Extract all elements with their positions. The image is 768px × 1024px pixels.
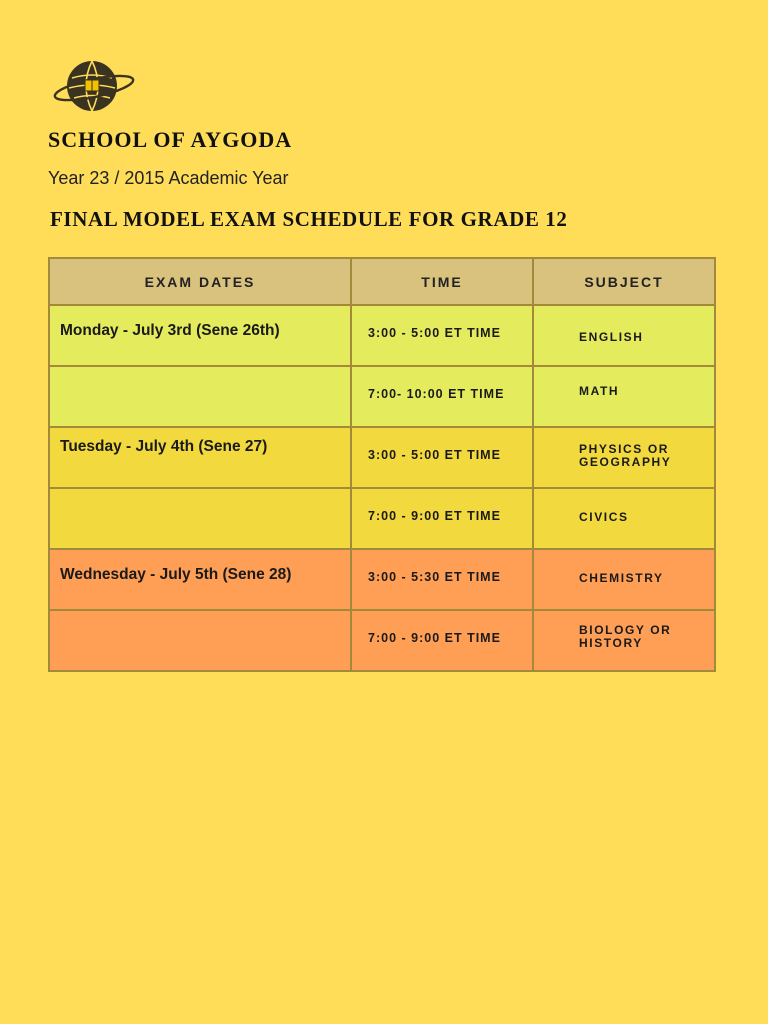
table-row (49, 305, 715, 366)
schedule-title: FINAL MODEL EXAM SCHEDULE FOR GRADE 12 (50, 207, 568, 231)
date-cell (49, 366, 351, 427)
date-cell (49, 305, 351, 366)
subject-text: PHYSICS OR GEOGRAPHY (579, 442, 672, 469)
subject-cell (533, 549, 715, 610)
subject-cell (533, 427, 715, 488)
time-text: 7:00 - 9:00 ET TIME (368, 631, 501, 645)
subject-cell (533, 366, 715, 427)
school-name: SCHOOL OF AYGODA (48, 127, 293, 152)
academic-year: Year 23 / 2015 Academic Year (48, 168, 289, 188)
table-row (49, 488, 715, 549)
header-subject: SUBJECT (533, 258, 715, 305)
subject-text: ENGLISH (579, 330, 644, 344)
table-row (49, 366, 715, 427)
date-text: Monday - July 3rd (Sene 26th) (60, 322, 280, 339)
subject-cell (533, 488, 715, 549)
date-text: Wednesday - July 5th (Sene 28) (60, 566, 292, 583)
subject-text: CHEMISTRY (579, 571, 664, 585)
time-cell (351, 366, 533, 427)
header-time: TIME (351, 258, 533, 305)
subject-text: MATH (579, 384, 620, 398)
date-cell (49, 427, 351, 488)
exam-schedule-table (48, 257, 716, 672)
time-cell (351, 305, 533, 366)
time-cell (351, 549, 533, 610)
date-cell (49, 549, 351, 610)
table-row (49, 610, 715, 671)
table-row (49, 549, 715, 610)
time-text: 7:00 - 9:00 ET TIME (368, 509, 501, 523)
date-cell (49, 610, 351, 671)
date-text (50, 489, 350, 505)
subject-text: BIOLOGY OR HISTORY (579, 623, 672, 650)
header-exam-dates: EXAM DATES (49, 258, 351, 305)
table-row (49, 427, 715, 488)
date-text (50, 611, 350, 627)
subject-cell (533, 305, 715, 366)
time-text: 3:00 - 5:00 ET TIME (368, 448, 501, 462)
time-text: 3:00 - 5:00 ET TIME (368, 326, 501, 340)
date-text: Tuesday - July 4th (Sene 27) (60, 438, 268, 455)
time-cell (351, 610, 533, 671)
table-header-row (49, 258, 715, 305)
globe-book-logo-icon (52, 58, 136, 116)
subject-cell (533, 610, 715, 671)
time-cell (351, 427, 533, 488)
date-text (50, 367, 350, 383)
subject-text: CIVICS (579, 510, 629, 524)
date-cell (49, 488, 351, 549)
time-cell (351, 488, 533, 549)
time-text: 7:00- 10:00 ET TIME (368, 387, 505, 401)
time-text: 3:00 - 5:30 ET TIME (368, 570, 501, 584)
